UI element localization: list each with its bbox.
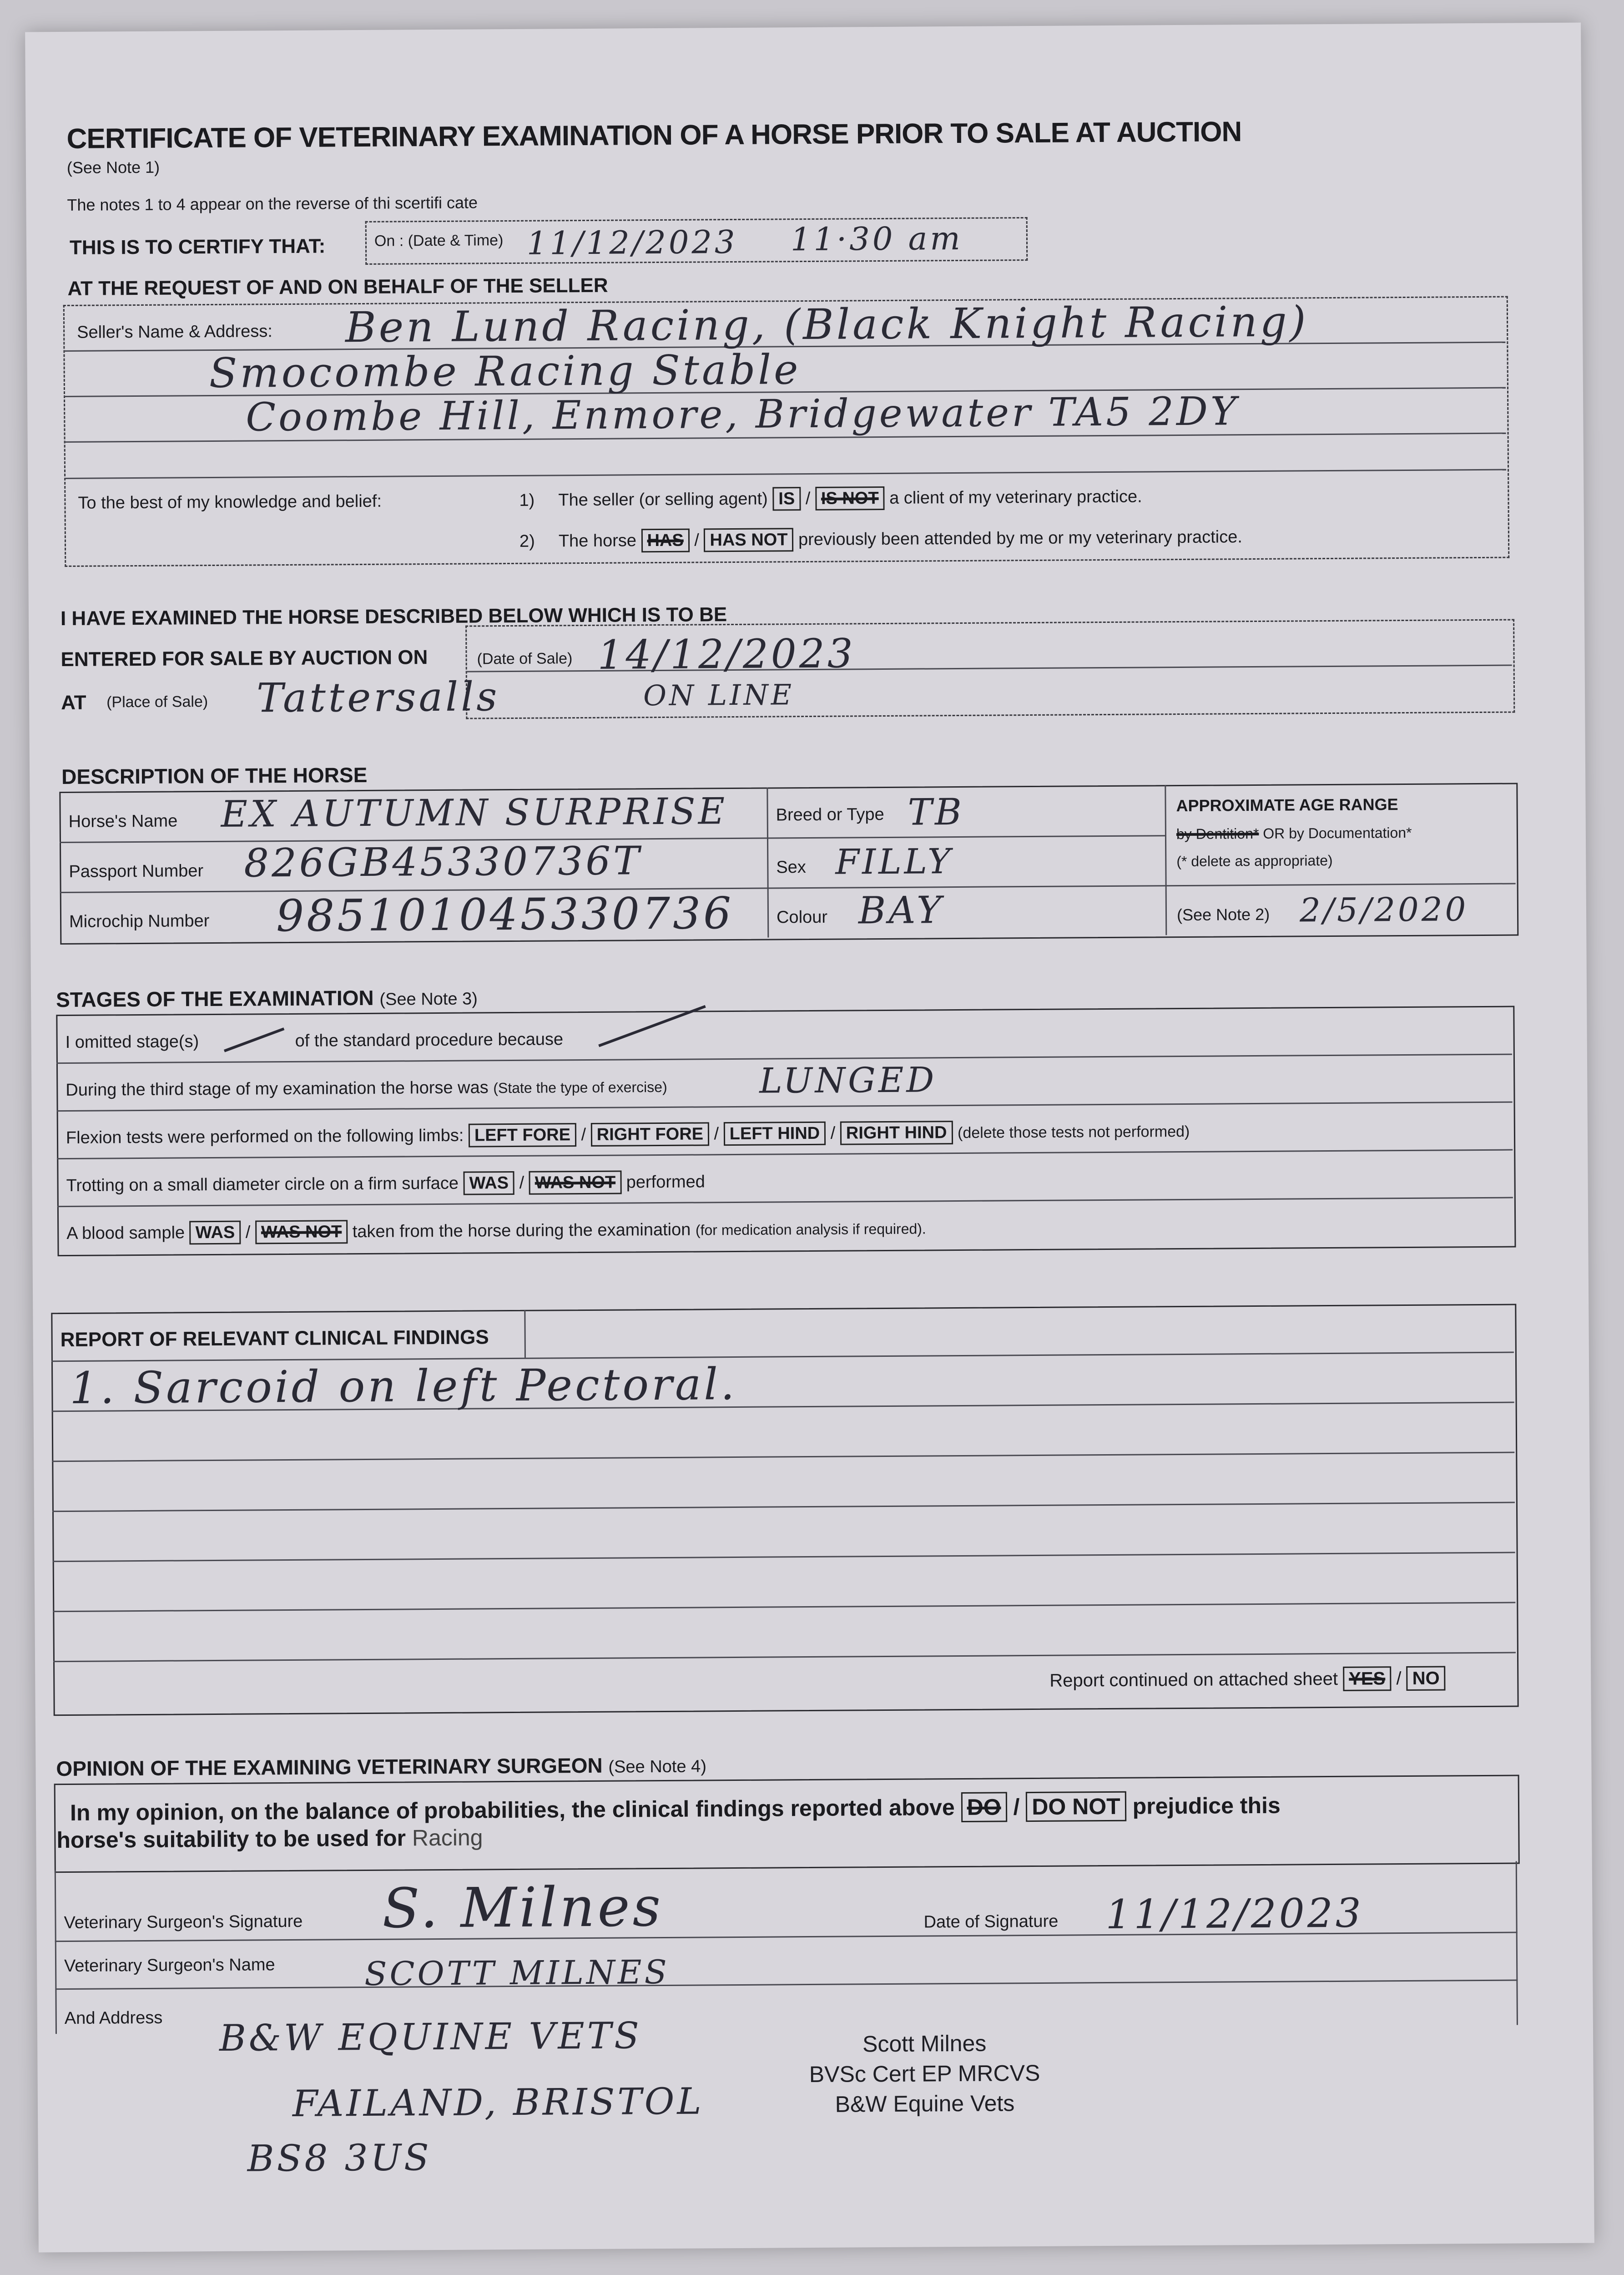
see-note-1: (See Note 1) [66, 157, 160, 177]
trot-was-not[interactable]: WAS NOT [529, 1171, 622, 1195]
certificate-paper [25, 23, 1594, 2253]
age-delete-note: (* delete as appropriate) [1176, 852, 1333, 870]
opinion-use: horse's suitability to be used for Racing [56, 1825, 483, 1853]
stamp-practice: B&W Equine Vets [835, 2090, 1015, 2117]
option-is-not[interactable]: IS NOT [815, 486, 885, 511]
vet-stamp [774, 2027, 1075, 2119]
description-heading: DESCRIPTION OF THE HORSE [61, 763, 368, 789]
colour-label: Colour [776, 907, 828, 927]
continued-yes[interactable]: YES [1343, 1666, 1391, 1691]
sex-value: FILLY [835, 841, 953, 882]
sex-label: Sex [776, 858, 806, 877]
finding-1: 1. Sarcoid on left Pectoral. [69, 1358, 737, 1414]
exercise-type: LUNGED [759, 1059, 937, 1101]
signature-label: Veterinary Surgeon's Signature [64, 1911, 303, 1933]
colour-value: BAY [858, 889, 944, 933]
omitted-mid: of the standard procedure because [295, 1030, 564, 1051]
limb-left-fore[interactable]: LEFT FORE [469, 1123, 576, 1147]
third-stage: During the third stage of my examination the horse was (State the type of exercise) [66, 1078, 667, 1100]
horse-name-label: Horse's Name [68, 811, 178, 831]
seller-client-statement: 1) The seller (or selling agent) IS / IS NOT a client of my veterinary practice. [519, 487, 1142, 510]
continued-no[interactable]: NO [1406, 1666, 1445, 1691]
trotting-statement: Trotting on a small diameter circle on a firm surface WAS / WAS NOT performed [66, 1172, 705, 1196]
vet-name-label: Veterinary Surgeon's Name [64, 1955, 275, 1976]
horse-name: EX AUTUMN SURPRISE [221, 790, 728, 835]
microchip-label: Microchip Number [69, 911, 210, 931]
notes-reference: The notes 1 to 4 appear on the reverse of thi scertifi cate [67, 193, 478, 214]
flexion-tests: Flexion tests were performed on the following limbs: LEFT FORE / RIGHT FORE / LEFT HIND / RIGHT HIND (delete those tests not performed) [66, 1122, 1190, 1148]
limb-right-hind[interactable]: RIGHT HIND [840, 1121, 953, 1145]
opinion-text: In my opinion, on the balance of probabilities, the clinical findings reported above DO / DO NOT prejudice this [70, 1792, 1281, 1826]
age-by-dentition: by Dentition* [1176, 825, 1259, 843]
address-line-1: B&W EQUINE VETS [219, 2014, 642, 2059]
passport-number: 826GB45330736T [243, 838, 642, 886]
signature-date: 11/12/2023 [1105, 1889, 1364, 1938]
sale-heading-2: ENTERED FOR SALE BY AUCTION ON [61, 646, 428, 671]
microchip-number: 985101045330736 [276, 888, 734, 942]
option-do-not[interactable]: DO NOT [1026, 1791, 1126, 1822]
sale-at-label: AT [61, 691, 86, 714]
blood-was[interactable]: WAS [190, 1221, 241, 1245]
vet-signature: S. Milnes [382, 1875, 664, 1941]
stages-heading: STAGES OF THE EXAMINATION (See Note 3) [55, 986, 478, 1012]
sale-place-label: (Place of Sale) [106, 693, 208, 711]
report-heading: REPORT OF RELEVANT CLINICAL FINDINGS [60, 1326, 489, 1351]
blood-sample-statement: A blood sample WAS / WAS NOT taken from the horse during the examination (for medication analysis if required). [66, 1218, 926, 1244]
seller-line-3: Coombe Hill, Enmore, Bridgewater TA5 2DY [246, 389, 1239, 440]
vet-name: SCOTT MILNES [364, 1952, 670, 1993]
sale-date-label: (Date of Sale) [477, 650, 573, 668]
certify-label: THIS IS TO CERTIFY THAT: [69, 235, 326, 259]
exam-time: 11·30 am [790, 219, 963, 258]
breed-label: Breed or Type [776, 804, 884, 825]
sale-place: Tattersalls [256, 673, 500, 722]
stamp-name: Scott Milnes [862, 2030, 987, 2057]
horse-attended-statement: 2) The horse HAS / HAS NOT previously been attended by me or my veterinary practice. [519, 527, 1242, 551]
blood-was-not[interactable]: WAS NOT [255, 1220, 348, 1244]
address-label: And Address [64, 2008, 163, 2028]
address-line-3: BS8 3US [247, 2136, 432, 2180]
age-value: 2/5/2020 [1299, 890, 1469, 930]
knowledge-label: To the best of my knowledge and belief: [78, 491, 382, 513]
seller-line-1: Ben Lund Racing, (Black Knight Racing) [345, 297, 1309, 352]
opinion-heading: OPINION OF THE EXAMINING VETERINARY SURGEON (See Note 4) [56, 1753, 707, 1781]
seller-line-2: Smocombe Racing Stable [209, 346, 801, 398]
address-line-2: FAILAND, BRISTOL [292, 2080, 704, 2125]
omitted-prefix: I omitted stage(s) [65, 1032, 199, 1052]
trot-was[interactable]: WAS [463, 1171, 514, 1195]
age-method: by Dentition* OR by Documentation* [1176, 824, 1412, 843]
option-do[interactable]: DO [961, 1792, 1007, 1822]
signature-date-label: Date of Signature [923, 1911, 1059, 1932]
seller-label: Seller's Name & Address: [77, 322, 272, 342]
limb-left-hind[interactable]: LEFT HIND [724, 1122, 826, 1146]
option-is[interactable]: IS [772, 487, 801, 511]
certify-on-label: On : (Date & Time) [374, 232, 504, 250]
option-has-not[interactable]: HAS NOT [704, 528, 793, 552]
report-continued: Report continued on attached sheet YES / NO [1049, 1668, 1446, 1691]
sale-date: 14/12/2023 [597, 630, 856, 678]
age-see-note: (See Note 2) [1176, 905, 1270, 925]
intended-use: Racing [412, 1825, 483, 1851]
request-label: AT THE REQUEST OF AND ON BEHALF OF THE SELLER [67, 274, 608, 300]
sale-heading-1: I HAVE EXAMINED THE HORSE DESCRIBED BELOW WHICH IS TO BE [60, 603, 727, 630]
limb-right-fore[interactable]: RIGHT FORE [591, 1122, 710, 1147]
sale-place-extra: ON LINE [643, 678, 795, 713]
age-heading: APPROXIMATE AGE RANGE [1176, 795, 1398, 815]
certificate-title: CERTIFICATE OF VETERINARY EXAMINATION OF A HORSE PRIOR TO SALE AT AUCTION [66, 116, 1242, 155]
exam-date: 11/12/2023 [526, 223, 738, 262]
option-has[interactable]: HAS [641, 529, 690, 553]
stamp-qualifications: BVSc Cert EP MRCVS [809, 2060, 1040, 2088]
breed-value: TB [908, 790, 965, 834]
passport-label: Passport Number [69, 861, 204, 881]
